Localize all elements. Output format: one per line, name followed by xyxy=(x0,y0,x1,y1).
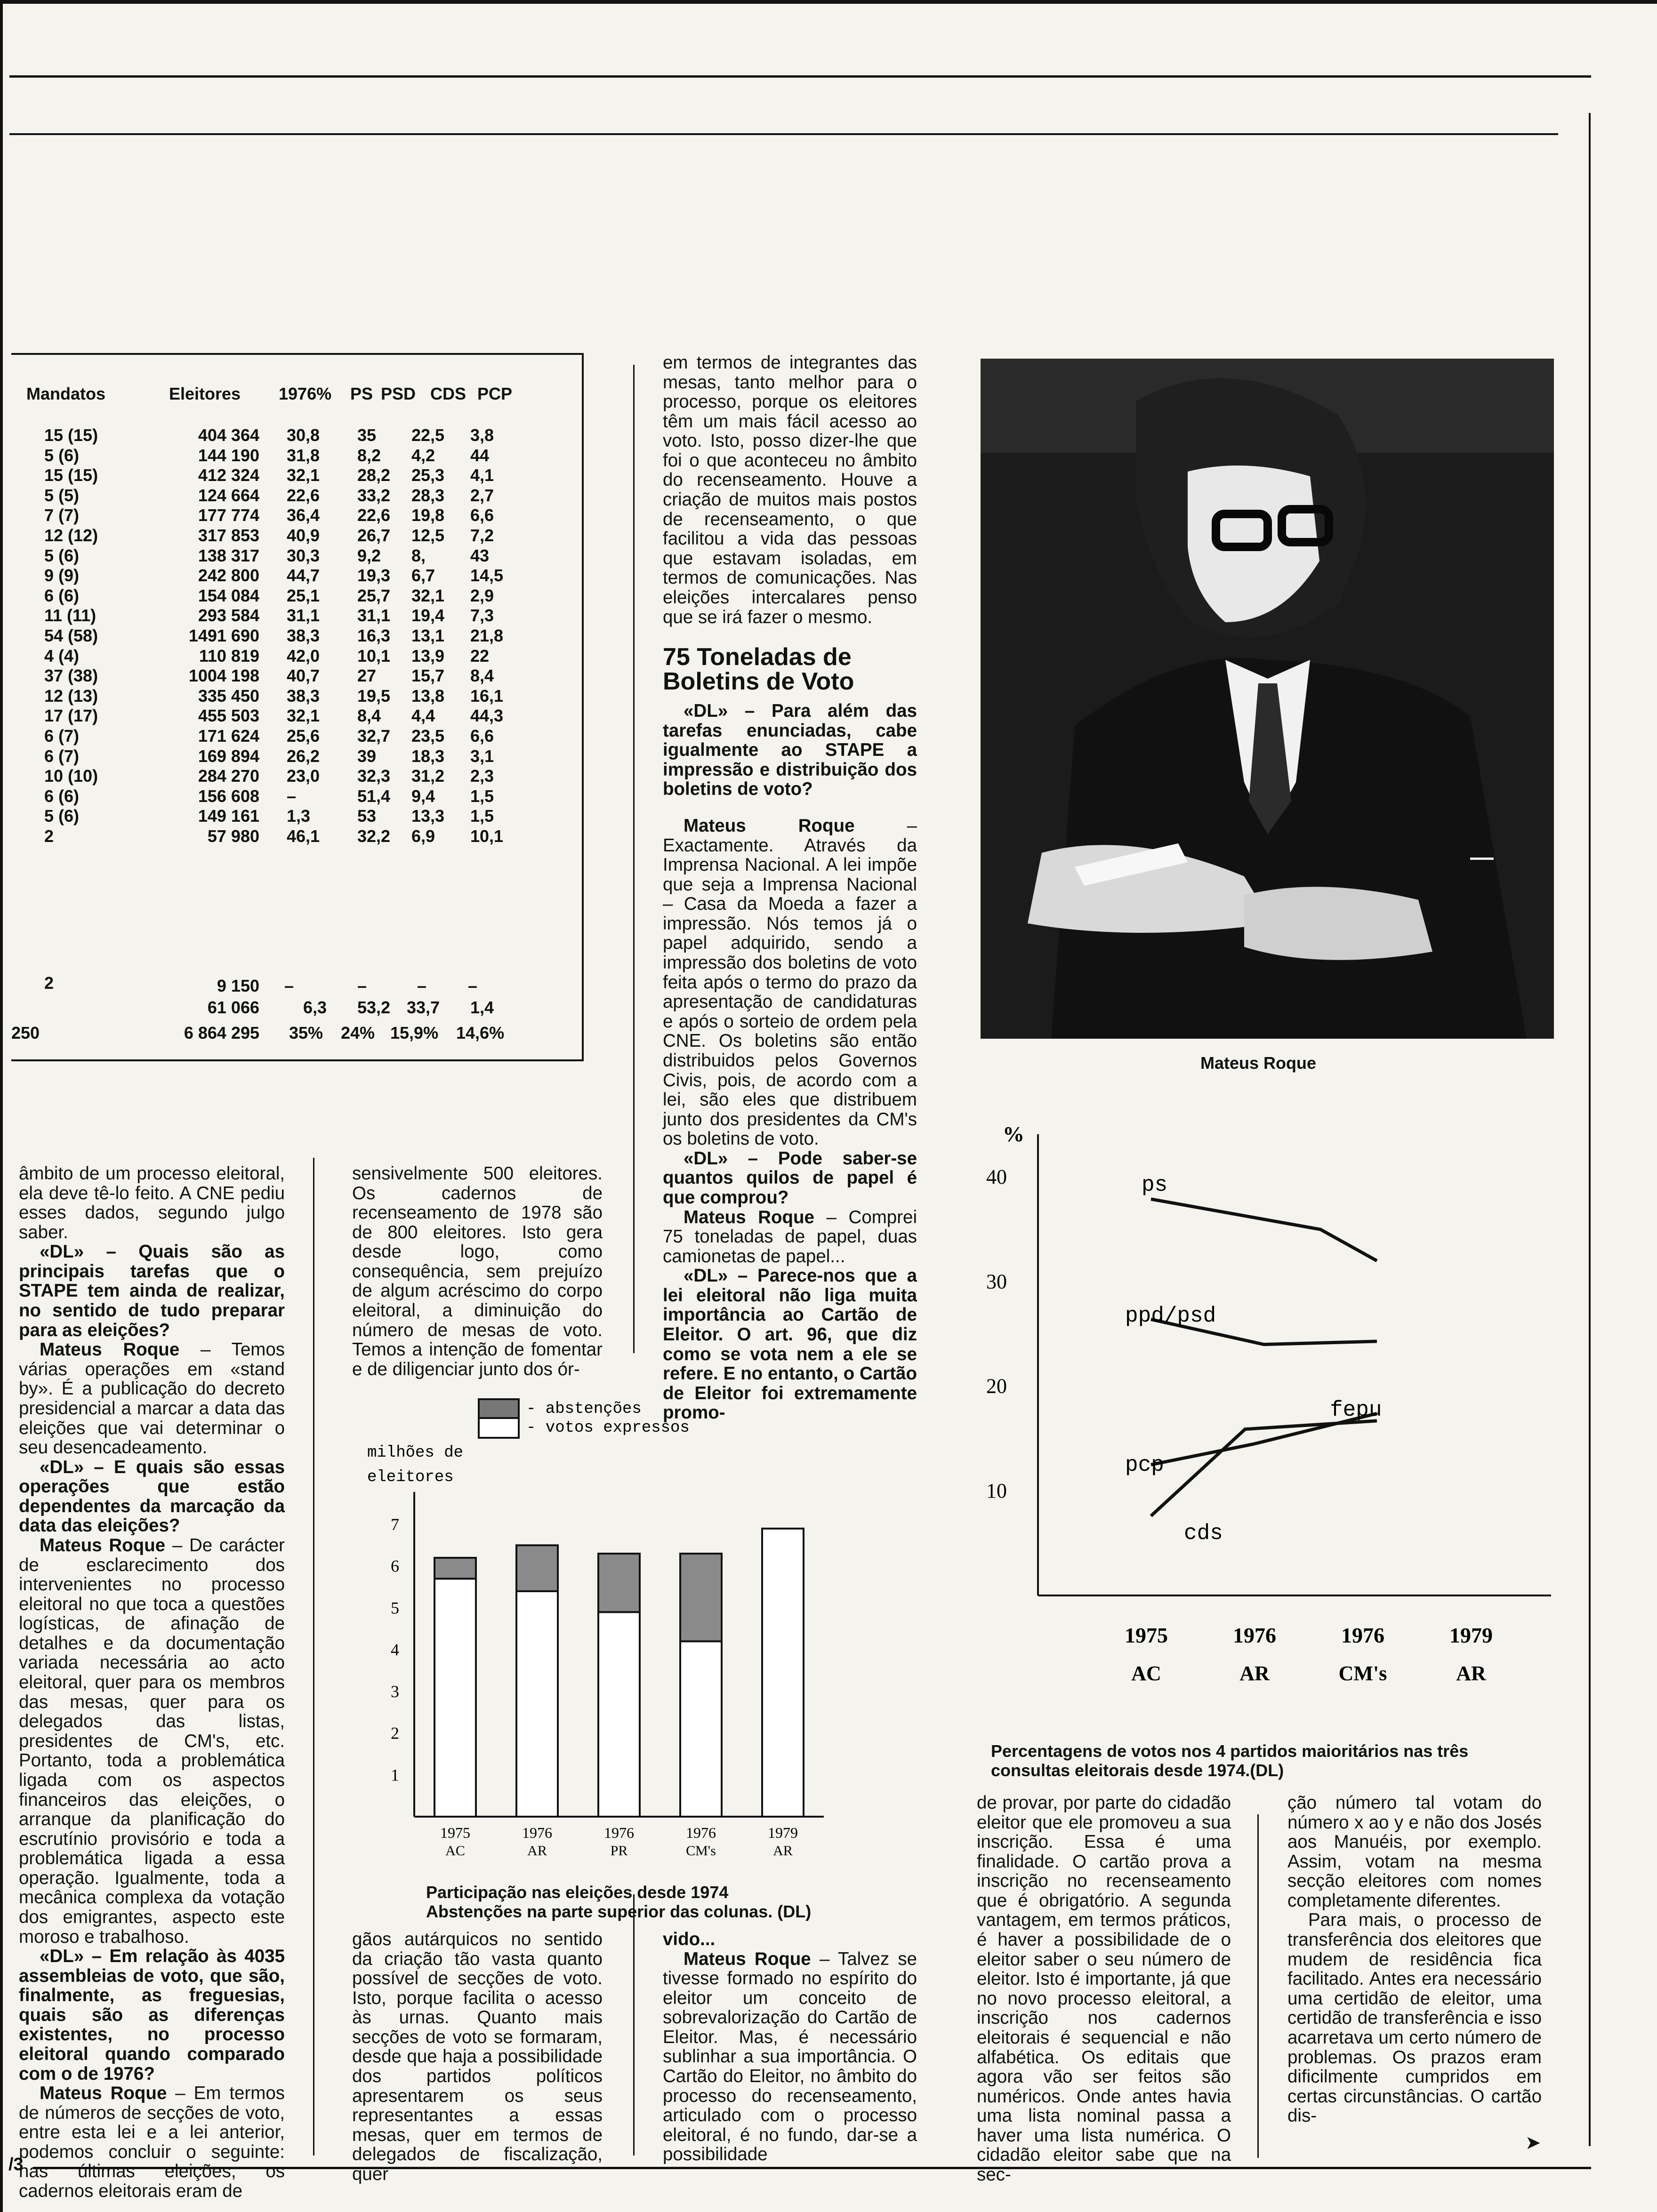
table-total-row xyxy=(11,1023,582,1044)
cell-psd: 19,4 xyxy=(411,606,445,625)
question: «DL» – Quais são as principais tarefas que o STAPE tem ainda de realizar, no sentido de tudo preparar para as eleições? xyxy=(19,1242,285,1340)
header-psd: PSD xyxy=(381,384,416,403)
x-tick-sublabel: AR xyxy=(1456,1662,1486,1685)
y-tick-label: 30 xyxy=(986,1270,1007,1293)
paragraph: sensivelmente 500 eleitores. Os cadernos de recenseamento de 1978 são de 800 eleitores. Isto gera desde logo, como consequência, sem prejuízo de algum acréscimo do corpo eleitoral, a diminuição do número de mesas de voto. Temos a intenção de fomentar e de diligenciar junto dos ór- xyxy=(352,1163,603,1379)
cell-1976: 46,1 xyxy=(287,826,320,846)
cell-pcp: 2,3 xyxy=(470,766,494,786)
table-row xyxy=(11,505,582,526)
cell-ps: 31,1 xyxy=(357,606,391,625)
cell-psd: 31,2 xyxy=(411,766,445,786)
cell-1976: 44,7 xyxy=(287,566,320,585)
cell-1976: 38,3 xyxy=(287,626,320,645)
bar-caption-line-1: Participação nas eleições desde 1974 xyxy=(426,1883,729,1902)
cell-ps: 32,3 xyxy=(357,766,391,786)
y-axis-label-line-2: eleitores xyxy=(367,1468,454,1486)
x-tick-label: 1976 xyxy=(1233,1623,1276,1647)
x-tick-label: 1979 xyxy=(1449,1623,1493,1647)
mandates-table xyxy=(11,353,584,1061)
cell-ps: 19,5 xyxy=(357,686,391,705)
cell-eleitores: 1491 690 xyxy=(188,626,259,645)
table-row xyxy=(11,546,582,567)
cell-psd: 8, xyxy=(411,545,426,565)
series-label-ppd-psd: ppd/psd xyxy=(1125,1304,1216,1328)
legend-label-abstencoes: - abstenções xyxy=(526,1400,642,1418)
cell-ps: 22,6 xyxy=(357,505,391,525)
cell-1976: 40,9 xyxy=(287,526,320,545)
paragraph: Para mais, o processo de transferência dos eleitores que mudem de residência fica facilitado. Antes era necessário uma certidão de eleitor, uma certidão de transferência e isso acarretava um certo número de problemas. Os prazos eram dificilmente cumpridos em certas circunstâncias. O cartão dis- xyxy=(1287,1910,1542,2126)
cell-mandatos: 37 (38) xyxy=(44,666,98,686)
answer xyxy=(663,816,917,1149)
cell-eleitores: 156 608 xyxy=(198,786,259,806)
table-row xyxy=(11,446,582,466)
cell-eleitores: 138 317 xyxy=(198,545,259,565)
total-pcp: 14,6% xyxy=(456,1023,505,1042)
cell-eleitores: 57 980 xyxy=(207,826,259,846)
bar-abstencoes xyxy=(516,1545,558,1591)
x-tick-label: 1976 xyxy=(686,1824,716,1841)
table-row xyxy=(11,626,582,647)
bar-votos-expressos xyxy=(680,1641,722,1817)
cell-1976: 40,7 xyxy=(287,666,320,686)
article-column-1 xyxy=(19,1164,285,2201)
total-psd-cds: 15,9% xyxy=(390,1023,439,1042)
total-eleitores: 6 864 295 xyxy=(184,1023,259,1042)
bar-votos-expressos xyxy=(516,1591,558,1817)
table-row xyxy=(11,606,582,626)
cell-eleitores: 412 324 xyxy=(198,465,259,485)
cell-mandatos: 6 (6) xyxy=(44,585,80,605)
article-column-2-top xyxy=(352,1164,603,1379)
header-eleitores: Eleitores xyxy=(169,384,241,403)
cell-mandatos: 5 (6) xyxy=(44,445,80,465)
cell-mandatos: 54 (58) xyxy=(44,626,98,645)
cell-1976: 36,4 xyxy=(287,505,320,525)
left-border-rule xyxy=(0,0,3,2212)
bar-abstencoes xyxy=(598,1554,640,1612)
table-row xyxy=(11,646,582,667)
cell-1976: 42,0 xyxy=(287,646,320,665)
cell-eleitores: 154 084 xyxy=(198,585,259,605)
header-rule-upper xyxy=(9,75,1591,78)
cell-ps: 25,7 xyxy=(357,585,391,605)
cell-ps: 53,2 xyxy=(357,998,391,1017)
total-ps: 24% xyxy=(341,1023,375,1042)
cell-pcp: 8,4 xyxy=(470,666,494,686)
top-border-rule xyxy=(0,0,1657,4)
answer xyxy=(19,1536,285,1947)
cell-eleitores: 144 190 xyxy=(198,445,259,465)
cell-1976: 31,8 xyxy=(287,445,320,465)
y-axis-label-line-1: milhões de xyxy=(367,1444,464,1462)
cell-1976: 31,1 xyxy=(287,606,320,625)
cell-psd: 12,5 xyxy=(411,526,445,545)
cell-pcp: 7,3 xyxy=(470,606,494,625)
cell-1976: 6,3 xyxy=(303,998,327,1017)
cell-psd: 22,5 xyxy=(411,425,445,445)
paragraph: gãos autárquicos no sentido da criação tão vasta quanto possível de secções de voto. Isto, porque facilita o acesso às urnas. Quanto mais secções de voto se formaram, desde que haja a possibilidade dos partidos políticos apresentarem os seus representantes a essas mesas, quer em termos de delegados de fiscalização, quer xyxy=(352,1929,603,2184)
x-tick-sublabel: AR xyxy=(1239,1662,1270,1685)
answer xyxy=(19,1340,285,1457)
photo-caption: Mateus Roque xyxy=(1200,1053,1317,1073)
series-label-pcp: pcp xyxy=(1125,1453,1164,1477)
cell-pcp: 4,1 xyxy=(470,465,494,485)
x-tick-label: 1976 xyxy=(1341,1623,1384,1647)
cell-eleitores: 404 364 xyxy=(198,425,259,445)
cell-pcp: 43 xyxy=(470,545,490,565)
cell-ps: 32,2 xyxy=(357,826,391,846)
table-header-row xyxy=(11,384,582,408)
table-row xyxy=(11,686,582,707)
header-rule-lower xyxy=(9,133,1558,135)
portrait-photo xyxy=(981,359,1554,1039)
x-tick-sublabel: AR xyxy=(773,1843,793,1859)
line-chart-caption: Percentagens de votos nos 4 partidos maioritários nas três consultas eleitorais desde 1974.(DL) xyxy=(991,1741,1469,1780)
cell-psd: 13,3 xyxy=(411,806,445,826)
cell-1976: 25,6 xyxy=(287,726,320,745)
cell-eleitores: 335 450 xyxy=(198,686,259,705)
cell-mandatos: 11 (11) xyxy=(44,606,97,625)
cell-1976: – xyxy=(284,976,294,995)
bar-abstencoes xyxy=(680,1554,722,1641)
cell-1976: 23,0 xyxy=(287,766,320,786)
x-tick-sublabel: AC xyxy=(445,1843,465,1859)
cell-psd: 6,9 xyxy=(411,826,435,846)
bar-abstencoes xyxy=(434,1558,476,1579)
article-column-3-bottom xyxy=(663,1930,917,2164)
cell-ps: 19,3 xyxy=(357,566,391,585)
y-tick-label: 4 xyxy=(391,1640,399,1659)
paragraph: âmbito de um processo eleitoral, ela deve tê-lo feito. A CNE pediu esses dados, segundo julgo saber. xyxy=(19,1163,285,1242)
y-unit-label: % xyxy=(1003,1122,1024,1146)
cell-mandatos: 15 (15) xyxy=(44,425,98,445)
x-tick-sublabel: AR xyxy=(527,1843,547,1859)
cell-ps: 27 xyxy=(357,666,377,686)
cell-pcp: 2,9 xyxy=(470,585,494,605)
table-row xyxy=(11,746,582,767)
chart-lines xyxy=(1125,1173,1382,1546)
cell-eleitores: 110 819 xyxy=(199,646,259,665)
cell-psd: 4,2 xyxy=(411,445,435,465)
party-vote-line-chart xyxy=(981,1120,1575,1727)
total-1976: 35% xyxy=(289,1023,323,1042)
cell-pcp: 6,6 xyxy=(470,726,494,745)
cell-eleitores: 317 853 xyxy=(198,526,259,545)
article-column-4 xyxy=(977,1793,1231,2185)
question: «DL» – Pode saber-se quantos quilos de papel é que comprou? xyxy=(663,1148,917,1208)
header-1976: 1976% xyxy=(279,384,332,403)
header-pcp: PCP xyxy=(477,384,513,403)
cell-ps: 16,3 xyxy=(357,626,391,645)
cell-mandatos: 12 (13) xyxy=(44,686,98,705)
participation-bar-chart xyxy=(367,1384,932,1887)
series-label-cds: cds xyxy=(1184,1521,1223,1546)
cell-mandatos: 15 (15) xyxy=(44,465,98,485)
cell-mandatos: 10 (10) xyxy=(44,766,98,786)
cell-1976: 32,1 xyxy=(287,706,320,726)
y-tick-label: 1 xyxy=(391,1765,399,1785)
cell-ps: 32,7 xyxy=(357,726,391,745)
cell-psd: 13,8 xyxy=(411,686,445,705)
chart-axes xyxy=(986,1122,1551,1685)
answer-text: – Temos várias operações em «stand by». É a publicação do decreto presidencial a marcar a data das eleições que vai determinar o seu desencadeamento. xyxy=(19,1339,285,1458)
cell-ps: 8,4 xyxy=(357,706,381,726)
column-divider-1 xyxy=(633,365,635,1353)
series-line-ps xyxy=(1151,1199,1377,1261)
x-tick-sublabel: CM's xyxy=(686,1843,716,1859)
series-line-pcp xyxy=(1151,1444,1255,1465)
cell-1976: – xyxy=(287,786,297,806)
answer xyxy=(663,1208,917,1266)
table-row xyxy=(11,706,582,727)
cell-pcp: 44 xyxy=(470,445,490,465)
y-tick-label: 2 xyxy=(391,1723,399,1743)
chart-legend xyxy=(479,1399,690,1438)
cell-1976: 38,3 xyxy=(287,686,320,705)
y-tick-label: 5 xyxy=(391,1598,399,1618)
cell-eleitores: 242 800 xyxy=(198,566,259,585)
table-row xyxy=(11,826,582,847)
header-ps: PS xyxy=(350,384,373,403)
column-divider-2 xyxy=(633,1894,635,2156)
legend-label-votos: - votos expressos xyxy=(526,1419,690,1437)
speaker-name: Mateus Roque xyxy=(40,1339,180,1360)
table-row xyxy=(11,465,582,486)
series-label-fepu: fepu xyxy=(1330,1398,1382,1422)
cell-ps: 33,2 xyxy=(357,485,391,505)
cell-ps: 39 xyxy=(357,746,377,766)
answer xyxy=(19,2084,285,2201)
cell-pcp: 7,2 xyxy=(470,526,494,545)
question: vido... xyxy=(663,1929,716,1949)
answer-text: – De carácter de esclarecimento dos intervenientes no processo eleitoral no que toca a questões logísticas, de afinação de detalhes e da documentação variada necessária ao acto eleitoral, quer para os membros das mesas, quer para os delegados das listas, presidentes de CM's, etc. Portanto, toda a problemática ligada com os aspectos financeiros das eleições, o arranque da planificação do escrutínio provisório e toda a problemática ligada a essa operação. Igualmente, toda a mecânica complexa da votação dos emigrantes, aspecto este moroso e trabalhoso. xyxy=(19,1535,285,1947)
x-tick-sublabel: AC xyxy=(1131,1662,1161,1685)
cell-psd: 4,4 xyxy=(411,706,435,726)
paragraph: ção número tal votam do número x ao y e não dos Josés aos Manuéis, por exemplo. Assim, votam na mesma secção eleitores com nomes completamente diferentes. xyxy=(1287,1793,1542,1911)
paragraph: em termos de integrantes das mesas, tanto melhor para o processo, porque os eleitores têm um mais fácil acesso ao voto. Isto, posso dizer-lhe que foi o que aconteceu no âmbito do recenseamento. Houve a criação de muitos mais postos de recenseamento, o que facilitou a vida das pessoas que estavam isoladas, em termos de comunicações. Nas eleições intercalares penso que se irá fazer o mesmo. xyxy=(663,353,917,627)
cell-ps: 26,7 xyxy=(357,526,391,545)
cell-1976: 32,1 xyxy=(287,465,320,485)
cell-mandatos: 4 (4) xyxy=(44,646,80,665)
chart-bars xyxy=(434,1529,804,1817)
table-row xyxy=(11,586,582,607)
cell-pcp: 14,5 xyxy=(470,566,504,585)
cell-pcp: 3,8 xyxy=(470,425,494,445)
x-tick-sublabel: PR xyxy=(610,1843,628,1859)
cell-pcp: – xyxy=(468,976,478,995)
cell-psd: 19,8 xyxy=(411,505,445,525)
cell-eleitores: 177 774 xyxy=(198,505,259,525)
cell-psd: 32,1 xyxy=(411,585,445,605)
cell-mandatos: 5 (6) xyxy=(44,545,80,565)
cell-eleitores: 124 664 xyxy=(198,485,259,505)
cell-pcp: 1,4 xyxy=(470,998,494,1017)
table-row xyxy=(11,726,582,747)
cell-psd: 13,1 xyxy=(411,626,445,645)
cell-psd: 23,5 xyxy=(411,726,445,745)
cell-mandatos: 6 (6) xyxy=(44,786,80,806)
bar-votos-expressos xyxy=(762,1529,804,1817)
cell-eleitores: 171 624 xyxy=(198,726,259,745)
speaker-name: Mateus Roque xyxy=(684,815,855,836)
cell-pcp: 22 xyxy=(470,646,490,665)
y-tick-label: 10 xyxy=(986,1479,1007,1502)
portrait-illustration xyxy=(981,359,1554,1039)
cell-mandatos: 17 (17) xyxy=(44,706,98,726)
cell-pcp: 10,1 xyxy=(470,826,504,846)
cell-mandatos: 2 xyxy=(44,826,54,846)
cell-pcp: 6,6 xyxy=(470,505,494,525)
cell-mandatos: 5 (5) xyxy=(44,485,80,505)
article-column-2-bottom xyxy=(352,1930,603,2184)
series-label-ps: ps xyxy=(1142,1173,1168,1197)
legend-swatch-votos xyxy=(479,1418,519,1438)
legend-swatch-abstencoes xyxy=(479,1399,519,1418)
table-row xyxy=(11,666,582,687)
cell-1976: 25,1 xyxy=(287,585,320,605)
x-tick-label: 1976 xyxy=(522,1824,552,1841)
column-divider-3 xyxy=(1257,1814,1259,2158)
speaker-name: Mateus Roque xyxy=(40,2083,167,2104)
question: «DL» – E quais são essas operações que estão dependentes da marcação da data das eleições? xyxy=(19,1457,285,1536)
column-divider-4 xyxy=(313,1158,314,2156)
cell-ps: 53 xyxy=(357,806,377,826)
cell-psd: – xyxy=(417,976,427,995)
cell-psd: 33,7 xyxy=(407,998,440,1017)
cell-eleitores: 293 584 xyxy=(198,606,259,625)
cell-eleitores: 455 503 xyxy=(198,706,259,726)
cell-pcp: 3,1 xyxy=(470,746,494,766)
bar-votos-expressos xyxy=(434,1579,476,1817)
table-row xyxy=(11,486,582,506)
table-row xyxy=(11,425,582,446)
cell-1976: 30,3 xyxy=(287,545,320,565)
answer-text: – Em termos de números de secções de voto, entre esta lei e a lei anterior, podemos concluir o seguinte: nas últimas eleições, os cadernos eleitorais eram de xyxy=(19,2083,285,2202)
cell-pcp: 21,8 xyxy=(470,626,504,645)
cell-1976: 1,3 xyxy=(287,806,311,826)
cell-ps: 9,2 xyxy=(357,545,381,565)
cell-mandatos: 7 (7) xyxy=(44,505,80,525)
cell-psd: 9,4 xyxy=(411,786,435,806)
table-row xyxy=(11,806,582,827)
bar-votos-expressos xyxy=(598,1612,640,1817)
y-tick-label: 6 xyxy=(391,1556,399,1576)
answer-text: – Talvez se tivesse formado no espírito do eleitor um conceito de sobrevalorização do Cartão de Eleitor. Mas, é necessário sublinhar a sua importância. O Cartão do Eleitor, no âmbito do processo do recenseamento, articulado com o processo eleitoral, é no fundo, dar-se a possibilidade xyxy=(663,1948,917,2165)
answer-text: – Comprei 75 toneladas de papel, duas camionetas de papel... xyxy=(663,1207,917,1266)
question: «DL» – Em relação às 4035 assembleias de voto, que são, finalmente, as freguesias, quais são as diferenças existentes, no processo eleitoral quando comparado com o de 1976? xyxy=(19,1946,285,2084)
x-tick-label: 1976 xyxy=(604,1824,634,1841)
cell-pcp: 1,5 xyxy=(470,786,494,806)
speaker-name: Mateus Roque xyxy=(40,1535,166,1555)
bar-chart-caption xyxy=(426,1883,811,1922)
answer-text: – Exactamente. Através da Imprensa Nacional. A lei impõe que seja a Imprensa Nacional – Casa da Moeda a fazer a impressão. Nós temos já o papel adquirido, sendo a impressão dos boletins de voto feita após o termo do prazo da apresentação de candidaturas e após o sorteio de ordem pela CNE. Os boletins são então distribuidos pelos Governos Civis, pois, de acordo com a lei, são eles que distribuem junto dos presidentes da CM's os boletins de voto. xyxy=(663,815,917,1149)
question: «DL» – Para além das tarefas enunciadas, cabe igualmente ao STAPE a impressão e distribuição dos boletins de voto? xyxy=(663,701,917,800)
x-tick-sublabel: CM's xyxy=(1338,1662,1387,1685)
cell-eleitores: 149 161 xyxy=(198,806,259,826)
cell-pcp: 2,7 xyxy=(470,485,494,505)
bar-caption-line-2: Abstenções na parte superior das colunas. (DL) xyxy=(426,1902,812,1922)
cell-ps: 8,2 xyxy=(357,445,381,465)
article-column-5 xyxy=(1287,1793,1542,2126)
speaker-name: Mateus Roque xyxy=(684,1948,811,1969)
cell-mandatos: 2 xyxy=(44,973,54,993)
cell-psd: 25,3 xyxy=(411,465,445,485)
cell-psd: 13,9 xyxy=(411,646,445,665)
cell-ps: 10,1 xyxy=(357,646,391,665)
cell-ps: 51,4 xyxy=(357,786,391,806)
cell-ps: – xyxy=(357,976,367,995)
article-column-3-top xyxy=(663,353,917,1423)
cell-mandatos: 5 (6) xyxy=(44,806,80,826)
continue-arrow-icon: ➤ xyxy=(1525,2132,1541,2153)
cell-mandatos: 9 (9) xyxy=(44,566,80,585)
cell-eleitores: 284 270 xyxy=(198,766,259,786)
section-heading: 75 Toneladas de Boletins de Voto xyxy=(663,643,854,696)
cell-eleitores: 9 150 xyxy=(217,976,259,995)
x-tick-label: 1975 xyxy=(440,1824,470,1841)
cell-1976: 22,6 xyxy=(287,485,320,505)
cell-pcp: 44,3 xyxy=(470,706,504,726)
header-mandatos: Mandatos xyxy=(26,384,106,403)
speaker-name: Mateus Roque xyxy=(684,1207,814,1227)
cell-mandatos: 12 (12) xyxy=(44,526,98,545)
cell-psd: 15,7 xyxy=(411,666,445,686)
cell-mandatos: 6 (7) xyxy=(44,726,80,745)
cell-psd: 6,7 xyxy=(411,566,435,585)
y-tick-label: 20 xyxy=(986,1374,1007,1398)
x-tick-label: 1975 xyxy=(1125,1623,1168,1647)
cell-ps: 28,2 xyxy=(357,465,391,485)
cell-psd: 18,3 xyxy=(411,746,445,766)
y-tick-label: 7 xyxy=(391,1515,399,1534)
cell-pcp: 16,1 xyxy=(470,686,504,705)
y-tick-label: 40 xyxy=(986,1165,1007,1189)
y-tick-label: 3 xyxy=(391,1682,399,1701)
series-line-cds xyxy=(1151,1421,1377,1516)
cell-eleitores: 61 066 xyxy=(207,998,259,1017)
cell-mandatos: 6 (7) xyxy=(44,746,80,766)
total-mandatos: 250 xyxy=(11,1023,40,1042)
cell-pcp: 1,5 xyxy=(470,806,494,826)
cell-psd: 28,3 xyxy=(411,485,445,505)
paragraph: de provar, por parte do cidadão eleitor que ele promoveu a sua inscrição. Essa é uma finalidade. O cartão prova a inscrição no recenseamento que é obrigatório. A segunda vantagem, em termos práticos, é haver a possibilidade de o eleitor saber o seu número de eleitor. Isto é importante, já que no novo processo eleitoral, a inscrição nos cadernos eleitorais é sequencial e não alfabética. Os editais que agora vão ser feitos são numéricos. Onde antes havia uma lista nominal passa a haver uma lista numérica. O cidadão eleitor sabe que na sec- xyxy=(977,1793,1231,2185)
cell-ps: 35 xyxy=(357,425,377,445)
table-row xyxy=(11,566,582,586)
table-row xyxy=(11,786,582,807)
page-number: /3 xyxy=(8,2155,24,2174)
right-vertical-rule xyxy=(1589,113,1591,2146)
question: «DL» – Parece-nos que a lei eleitoral não liga muita importância ao Cartão de Eleitor. O art. 96, que diz como se vota nem a ele se refere. E no entanto, o Cartão de Eleitor foi extremamente promo- xyxy=(663,1266,917,1423)
table-row xyxy=(11,526,582,546)
cell-eleitores: 1004 198 xyxy=(188,666,259,686)
cell-1976: 30,8 xyxy=(287,425,320,445)
answer xyxy=(663,1949,917,2164)
cell-1976: 26,2 xyxy=(287,746,320,766)
table-row xyxy=(11,766,582,787)
header-cds: CDS xyxy=(430,384,467,403)
x-tick-label: 1979 xyxy=(768,1824,798,1841)
cell-eleitores: 169 894 xyxy=(198,746,259,766)
